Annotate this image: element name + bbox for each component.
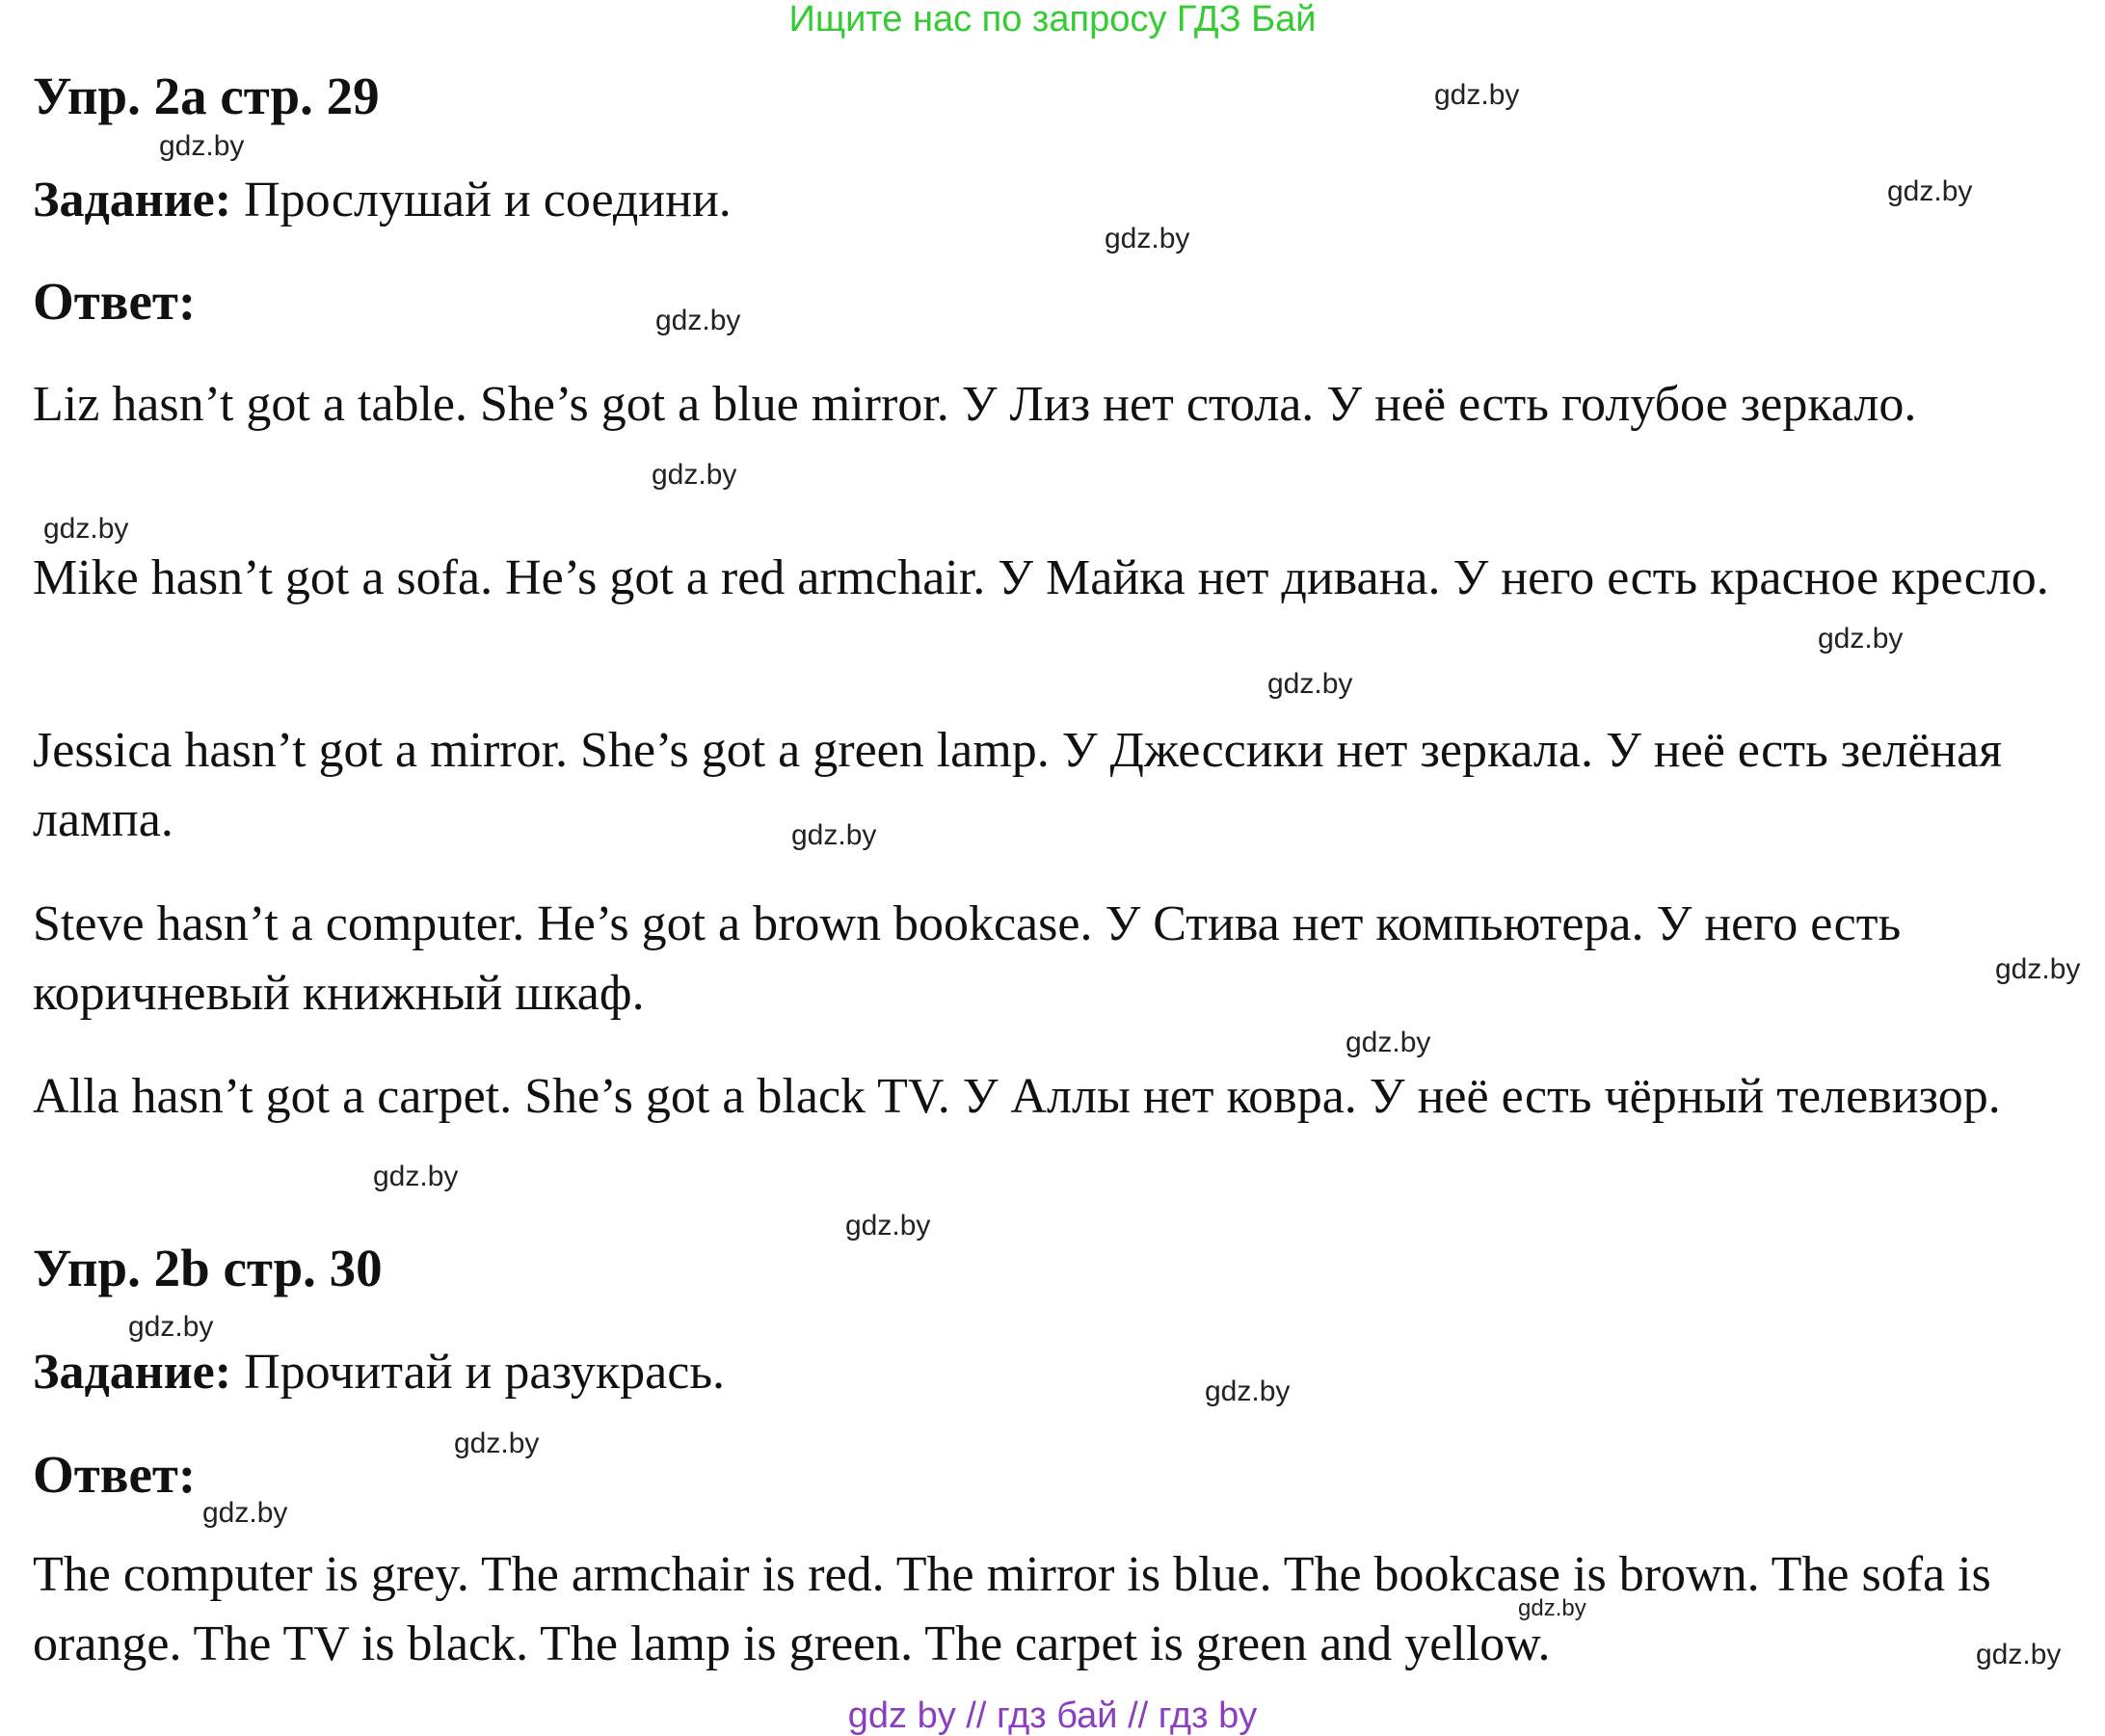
watermark: gdz.by (1205, 1375, 1291, 1407)
watermark: gdz.by (1887, 175, 1973, 207)
task-label: Задание: (33, 173, 232, 227)
exercise-2a-heading: Упр. 2а стр. 29 (33, 67, 380, 125)
watermark: gdz.by (1518, 1595, 1586, 1621)
exercise-2a-task (33, 172, 732, 229)
watermark: gdz.by (1105, 223, 1190, 254)
task-label: Задание: (33, 1345, 232, 1400)
watermark: gdz.by (1267, 668, 1353, 700)
watermark: gdz.by (652, 459, 737, 491)
task-text: Прослушай и соедини. (231, 173, 732, 227)
watermark: gdz.by (159, 130, 245, 162)
exercise-2b-heading: Упр. 2b стр. 30 (33, 1239, 383, 1297)
watermark: gdz.by (845, 1210, 931, 1242)
exercise-2b-answer-label: Ответ: (33, 1445, 197, 1504)
answer-paragraph: Steve hasn’t a computer. He’s got a brown bookcase. У Стива нет компьютера. У него есть коричневый книжный шкаф. (33, 896, 1902, 1021)
watermark: gdz.by (1818, 623, 1904, 654)
watermark: gdz.by (454, 1428, 540, 1459)
answer-paragraph: Liz hasn’t got a table. She’s got a blue mirror. У Лиз нет стола. У неё есть голубое зеркало. (33, 377, 1917, 432)
watermark: gdz.by (373, 1161, 459, 1192)
watermark: gdz.by (1995, 953, 2081, 985)
bottom-banner: gdz by // гдз бай // гдз by (847, 1696, 1258, 1736)
answer-paragraph: Mike hasn’t got a sofa. He’s got a red armchair. У Майка нет дивана. У него есть красное кресло. (33, 550, 2049, 605)
exercise-2a-answer-label: Ответ: (33, 272, 197, 331)
watermark: gdz.by (1346, 1027, 1431, 1058)
watermark: gdz.by (43, 513, 129, 545)
answer-paragraph: The computer is grey. The armchair is red. The mirror is blue. The bookcase is brown. The sofa is orange. The TV is black. The lamp is green. The carpet is green and yellow. (33, 1547, 1991, 1671)
watermark: gdz.by (128, 1311, 214, 1343)
watermark: gdz.by (202, 1497, 288, 1529)
answer-paragraph: Jessica hasn’t got a mirror. She’s got a green lamp. У Джессики нет зеркала. У неё есть зелёная лампа. (33, 723, 2003, 847)
task-text: Прочитай и разукрась. (231, 1345, 726, 1400)
watermark: gdz.by (655, 305, 741, 336)
watermark: gdz.by (1976, 1639, 2062, 1670)
exercise-2b-task (33, 1344, 725, 1402)
top-banner: Ищите нас по запросу ГДЗ Бай (788, 0, 1317, 40)
watermark: gdz.by (1434, 79, 1520, 111)
watermark: gdz.by (791, 819, 877, 851)
answer-paragraph: Alla hasn’t got a carpet. She’s got a black TV. У Аллы нет ковра. У неё есть чёрный телевизор. (33, 1069, 2001, 1124)
